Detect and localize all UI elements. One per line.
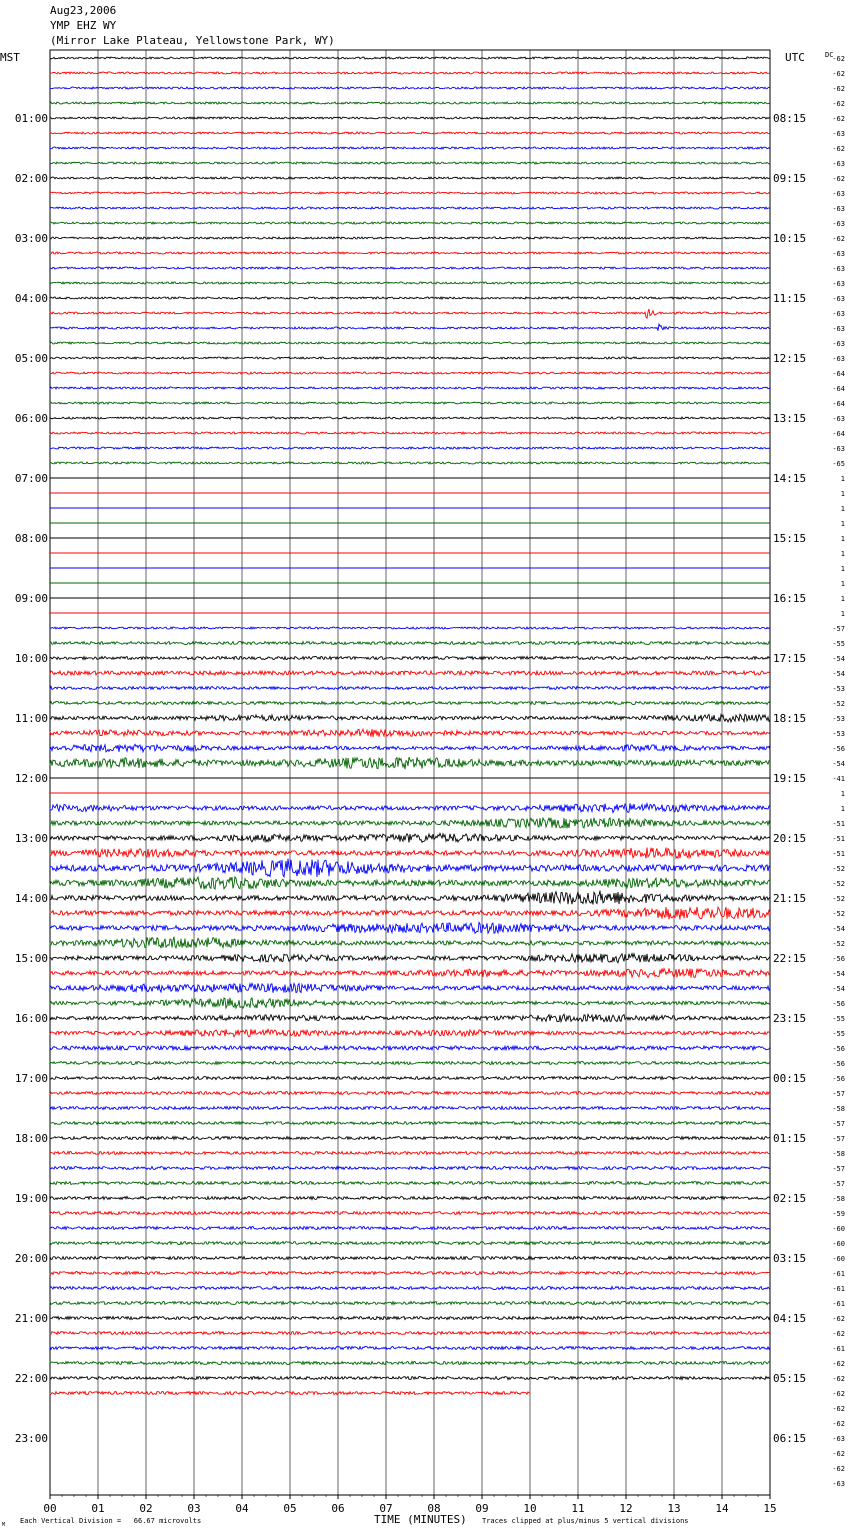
mst-hour-label: 16:00 bbox=[14, 1012, 48, 1025]
dc-offset-label: -52 bbox=[832, 910, 845, 918]
utc-hour-label: 19:15 bbox=[773, 772, 807, 785]
dc-offset-label: 1 bbox=[840, 505, 845, 513]
mst-hour-label: 22:00 bbox=[14, 1372, 48, 1385]
dc-offset-label: -54 bbox=[832, 670, 845, 678]
corner-mark: M bbox=[2, 1522, 6, 1528]
seismogram-trace bbox=[50, 954, 770, 963]
dc-offset-label: -61 bbox=[832, 1285, 845, 1293]
dc-offset-label: -55 bbox=[832, 1015, 845, 1023]
seismogram-trace bbox=[50, 627, 770, 629]
x-tick-label: 12 bbox=[619, 1502, 633, 1515]
dc-offset-label: -62 bbox=[832, 145, 845, 153]
dc-offset-label: -56 bbox=[832, 1060, 845, 1068]
dc-offset-label: -57 bbox=[832, 1120, 845, 1128]
dc-offset-label: -56 bbox=[832, 1045, 845, 1053]
dc-offset-label: -56 bbox=[832, 955, 845, 963]
seismogram-trace bbox=[50, 907, 770, 920]
seismogram-trace bbox=[50, 147, 770, 149]
seismogram-trace bbox=[50, 1029, 770, 1037]
seismogram-trace bbox=[50, 1092, 770, 1095]
seismogram-trace bbox=[50, 1014, 770, 1022]
utc-hour-label: 21:15 bbox=[773, 892, 807, 905]
seismogram-trace bbox=[50, 1272, 770, 1275]
seismogram-trace bbox=[50, 102, 770, 104]
x-tick-label: 13 bbox=[667, 1502, 681, 1515]
x-tick-label: 02 bbox=[139, 1502, 153, 1515]
mst-hour-label: 06:00 bbox=[14, 412, 48, 425]
dc-offset-label: -61 bbox=[832, 1270, 845, 1278]
seismogram-trace bbox=[50, 729, 770, 737]
dc-offset-label: -54 bbox=[832, 760, 845, 768]
utc-hour-label: 20:15 bbox=[773, 832, 807, 845]
seismogram-trace bbox=[50, 132, 770, 134]
dc-offset-label: -63 bbox=[832, 160, 845, 168]
mst-hour-label: 04:00 bbox=[14, 292, 48, 305]
clip-note: Traces clipped at plus/minus 5 vertical divisions bbox=[482, 1517, 689, 1525]
seismogram-trace bbox=[50, 877, 770, 889]
dc-offset-label: -51 bbox=[832, 835, 845, 843]
seismogram-trace bbox=[50, 1317, 770, 1320]
seismogram-trace bbox=[50, 891, 770, 905]
seismogram-trace bbox=[50, 342, 770, 344]
seismogram-trace bbox=[50, 671, 770, 675]
seismogram-trace bbox=[50, 222, 770, 224]
dc-offset-label: 1 bbox=[840, 535, 845, 543]
dc-offset-label: -53 bbox=[832, 685, 845, 693]
seismogram-trace bbox=[50, 324, 770, 331]
dc-offset-label: -56 bbox=[832, 1000, 845, 1008]
dc-offset-label: -52 bbox=[832, 895, 845, 903]
dc-offset-label: -54 bbox=[832, 655, 845, 663]
seismogram-trace bbox=[50, 387, 770, 389]
seismogram-trace bbox=[50, 922, 770, 933]
mst-hour-label: 10:00 bbox=[14, 652, 48, 665]
seismogram-trace bbox=[50, 1347, 770, 1350]
dc-offset-label: -56 bbox=[832, 745, 845, 753]
dc-offset-label: -41 bbox=[832, 775, 845, 783]
x-tick-label: 15 bbox=[763, 1502, 777, 1515]
dc-offset-label: -63 bbox=[832, 265, 845, 273]
dc-offset-label: -61 bbox=[832, 1300, 845, 1308]
dc-offset-label: -52 bbox=[832, 865, 845, 873]
mst-hour-label: 23:00 bbox=[14, 1432, 48, 1445]
dc-offset-label: 1 bbox=[840, 790, 845, 798]
seismogram-trace bbox=[50, 1046, 770, 1050]
seismogram-trace bbox=[50, 757, 770, 769]
seismogram-trace bbox=[50, 252, 770, 254]
dc-offset-label: -57 bbox=[832, 625, 845, 633]
dc-offset-label: -63 bbox=[832, 310, 845, 318]
seismogram-trace bbox=[50, 282, 770, 284]
seismogram-trace bbox=[50, 968, 770, 977]
x-tick-label: 00 bbox=[43, 1502, 57, 1515]
seismogram-trace bbox=[50, 1062, 770, 1065]
x-tick-label: 01 bbox=[91, 1502, 105, 1515]
mst-hour-label: 11:00 bbox=[14, 712, 48, 725]
dc-offset-label: -59 bbox=[832, 1210, 845, 1218]
x-axis-title: TIME (MINUTES) bbox=[374, 1513, 467, 1526]
seismogram-trace bbox=[50, 1362, 770, 1365]
utc-hour-label: 22:15 bbox=[773, 952, 807, 965]
dc-offset-label: -52 bbox=[832, 880, 845, 888]
utc-hour-label: 00:15 bbox=[773, 1072, 807, 1085]
utc-hour-label: 09:15 bbox=[773, 172, 807, 185]
dc-offset-label: -64 bbox=[832, 370, 845, 378]
dc-offset-label: -62 bbox=[832, 85, 845, 93]
seismogram-trace bbox=[50, 1242, 770, 1245]
mst-hour-label: 03:00 bbox=[14, 232, 48, 245]
seismogram-trace bbox=[50, 937, 770, 948]
seismogram-trace bbox=[50, 702, 770, 705]
seismogram-trace bbox=[50, 1287, 770, 1290]
utc-hour-label: 12:15 bbox=[773, 352, 807, 365]
seismogram-trace bbox=[50, 1302, 770, 1305]
x-tick-label: 08 bbox=[427, 1502, 441, 1515]
dc-offset-label: -63 bbox=[832, 250, 845, 258]
seismogram-trace bbox=[50, 1137, 770, 1140]
seismogram-trace bbox=[50, 803, 770, 812]
dc-offset-label: -62 bbox=[832, 235, 845, 243]
x-tick-label: 06 bbox=[331, 1502, 345, 1515]
utc-hour-label: 01:15 bbox=[773, 1132, 807, 1145]
dc-offset-label: -53 bbox=[832, 730, 845, 738]
dc-offset-label: -54 bbox=[832, 925, 845, 933]
mst-hour-label: 13:00 bbox=[14, 832, 48, 845]
mst-hour-label: 21:00 bbox=[14, 1312, 48, 1325]
dc-offset-label: -51 bbox=[832, 820, 845, 828]
seismogram-trace bbox=[50, 162, 770, 164]
x-tick-label: 11 bbox=[571, 1502, 585, 1515]
dc-offset-label: -62 bbox=[832, 1360, 845, 1368]
dc-offset-label: -64 bbox=[832, 430, 845, 438]
utc-hour-label: 03:15 bbox=[773, 1252, 807, 1265]
dc-offset-label: -62 bbox=[832, 1450, 845, 1458]
seismogram-trace bbox=[50, 1107, 770, 1110]
dc-offset-label: -58 bbox=[832, 1195, 845, 1203]
dc-offset-label: -63 bbox=[832, 340, 845, 348]
seismogram-trace bbox=[50, 87, 770, 89]
dc-offset-label: -53 bbox=[832, 715, 845, 723]
seismogram-trace bbox=[50, 117, 770, 119]
dc-offset-label: 1 bbox=[840, 550, 845, 558]
left-axis-title: MST bbox=[0, 51, 20, 64]
seismogram-trace bbox=[50, 447, 770, 449]
dc-offset-label: -64 bbox=[832, 385, 845, 393]
dc-offset-label: -62 bbox=[832, 1315, 845, 1323]
seismogram-trace bbox=[50, 207, 770, 209]
mst-hour-label: 19:00 bbox=[14, 1192, 48, 1205]
utc-hour-label: 05:15 bbox=[773, 1372, 807, 1385]
mst-hour-label: 20:00 bbox=[14, 1252, 48, 1265]
dc-offset-label: -62 bbox=[832, 1390, 845, 1398]
dc-offset-label: -62 bbox=[832, 1375, 845, 1383]
seismogram-trace bbox=[50, 714, 770, 722]
seismogram-trace bbox=[50, 983, 770, 992]
dc-offset-label: -57 bbox=[832, 1090, 845, 1098]
utc-hour-label: 06:15 bbox=[773, 1432, 807, 1445]
seismogram-trace bbox=[50, 267, 770, 269]
dc-offset-label: -60 bbox=[832, 1240, 845, 1248]
dc-offset-label: -55 bbox=[832, 640, 845, 648]
x-tick-label: 03 bbox=[187, 1502, 201, 1515]
mst-hour-label: 14:00 bbox=[14, 892, 48, 905]
dc-offset-label: -62 bbox=[832, 175, 845, 183]
dc-offset-label: -56 bbox=[832, 1075, 845, 1083]
dc-offset-label: -60 bbox=[832, 1255, 845, 1263]
utc-hour-label: 16:15 bbox=[773, 592, 807, 605]
seismogram-trace bbox=[50, 1212, 770, 1215]
mst-hour-label: 17:00 bbox=[14, 1072, 48, 1085]
dc-offset-label: -63 bbox=[832, 190, 845, 198]
seismogram-trace bbox=[50, 833, 770, 842]
utc-hour-label: 04:15 bbox=[773, 1312, 807, 1325]
dc-offset-label: -52 bbox=[832, 700, 845, 708]
utc-hour-label: 18:15 bbox=[773, 712, 807, 725]
dc-offset-label: -62 bbox=[832, 1330, 845, 1338]
utc-hour-label: 14:15 bbox=[773, 472, 807, 485]
axis-labels bbox=[0, 51, 845, 1528]
dc-offset-label: -63 bbox=[832, 415, 845, 423]
mst-hour-label: 12:00 bbox=[14, 772, 48, 785]
utc-hour-label: 08:15 bbox=[773, 112, 807, 125]
mst-hour-label: 01:00 bbox=[14, 112, 48, 125]
seismogram-trace bbox=[50, 642, 770, 645]
seismogram-trace bbox=[50, 1077, 770, 1080]
seismogram-trace bbox=[50, 357, 770, 359]
dc-offset-label: -62 bbox=[832, 55, 845, 63]
seismogram-trace bbox=[50, 309, 770, 318]
seismogram-trace bbox=[50, 372, 770, 374]
mst-hour-label: 08:00 bbox=[14, 532, 48, 545]
mst-hour-label: 05:00 bbox=[14, 352, 48, 365]
seismogram-trace bbox=[50, 1227, 770, 1230]
mst-hour-label: 07:00 bbox=[14, 472, 48, 485]
seismogram-trace bbox=[50, 744, 770, 752]
dc-offset-label: 1 bbox=[840, 595, 845, 603]
dc-offset-label: -57 bbox=[832, 1165, 845, 1173]
seismogram-trace bbox=[50, 1152, 770, 1155]
x-tick-label: 14 bbox=[715, 1502, 729, 1515]
x-tick-label: 05 bbox=[283, 1502, 297, 1515]
utc-hour-label: 17:15 bbox=[773, 652, 807, 665]
right-axis-title: UTC bbox=[785, 51, 805, 64]
dc-offset-label: -52 bbox=[832, 940, 845, 948]
seismogram-trace bbox=[50, 1377, 770, 1380]
seismogram-trace bbox=[50, 432, 770, 434]
dc-offset-label: -63 bbox=[832, 1480, 845, 1488]
utc-hour-label: 13:15 bbox=[773, 412, 807, 425]
dc-offset-label: -54 bbox=[832, 985, 845, 993]
seismogram-trace bbox=[50, 818, 770, 829]
seismogram-trace bbox=[50, 177, 770, 179]
seismogram-trace bbox=[50, 1332, 770, 1335]
dc-offset-label: -54 bbox=[832, 970, 845, 978]
dc-offset-label: 1 bbox=[840, 520, 845, 528]
seismogram-trace bbox=[50, 237, 770, 239]
seismogram-trace bbox=[50, 848, 770, 859]
chart-date: Aug23,2006 bbox=[50, 4, 117, 17]
dc-offset-label: -61 bbox=[832, 1345, 845, 1353]
seismogram-trace bbox=[50, 1122, 770, 1125]
dc-offset-label: -62 bbox=[832, 1420, 845, 1428]
seismogram-trace bbox=[50, 657, 770, 660]
x-tick-label: 04 bbox=[235, 1502, 249, 1515]
dc-offset-label: -63 bbox=[832, 445, 845, 453]
dc-offset-label: -63 bbox=[832, 295, 845, 303]
dc-offset-label: 1 bbox=[840, 805, 845, 813]
dc-offset-label: -62 bbox=[832, 115, 845, 123]
seismogram-trace bbox=[50, 687, 770, 690]
dc-offset-label: -62 bbox=[832, 70, 845, 78]
mst-hour-label: 15:00 bbox=[14, 952, 48, 965]
utc-hour-label: 11:15 bbox=[773, 292, 807, 305]
dc-offset-label: 1 bbox=[840, 490, 845, 498]
dc-offset-label: 1 bbox=[840, 580, 845, 588]
dc-label: DC bbox=[825, 51, 834, 59]
dc-offset-label: -57 bbox=[832, 1180, 845, 1188]
x-tick-label: 09 bbox=[475, 1502, 489, 1515]
dc-offset-label: -60 bbox=[832, 1225, 845, 1233]
dc-offset-label: -58 bbox=[832, 1105, 845, 1113]
seismogram-trace bbox=[50, 402, 770, 404]
dc-offset-label: -63 bbox=[832, 220, 845, 228]
seismogram-trace bbox=[50, 462, 770, 464]
mst-hour-label: 02:00 bbox=[14, 172, 48, 185]
seismogram-trace bbox=[50, 859, 770, 877]
station-code: YMP EHZ WY bbox=[50, 19, 117, 32]
dc-offset-label: -63 bbox=[832, 1435, 845, 1443]
seismogram-trace bbox=[50, 72, 770, 74]
dc-offset-label: -63 bbox=[832, 280, 845, 288]
dc-offset-label: -63 bbox=[832, 205, 845, 213]
dc-offset-label: 1 bbox=[840, 565, 845, 573]
utc-hour-label: 10:15 bbox=[773, 232, 807, 245]
dc-offset-label: -55 bbox=[832, 1030, 845, 1038]
mst-hour-label: 18:00 bbox=[14, 1132, 48, 1145]
dc-offset-label: 1 bbox=[840, 610, 845, 618]
dc-offset-label: -63 bbox=[832, 355, 845, 363]
seismogram-trace bbox=[50, 1197, 770, 1200]
seismogram-trace bbox=[50, 57, 770, 59]
x-tick-label: 07 bbox=[379, 1502, 393, 1515]
mst-hour-label: 09:00 bbox=[14, 592, 48, 605]
utc-hour-label: 23:15 bbox=[773, 1012, 807, 1025]
dc-offset-label: -63 bbox=[832, 130, 845, 138]
seismogram-trace bbox=[50, 1182, 770, 1185]
dc-offset-label: 1 bbox=[840, 475, 845, 483]
seismogram-trace bbox=[50, 1167, 770, 1170]
plot-frame bbox=[50, 50, 770, 1495]
station-location: (Mirror Lake Plateau, Yellowstone Park, WY) bbox=[50, 34, 335, 47]
dc-offset-label: -65 bbox=[832, 460, 845, 468]
dc-offset-label: -62 bbox=[832, 1405, 845, 1413]
dc-offset-label: -64 bbox=[832, 400, 845, 408]
seismogram-trace bbox=[50, 192, 770, 194]
utc-hour-label: 02:15 bbox=[773, 1192, 807, 1205]
dc-offset-label: -62 bbox=[832, 100, 845, 108]
seismogram-traces bbox=[50, 57, 770, 1395]
seismogram-trace bbox=[50, 998, 770, 1008]
utc-hour-label: 15:15 bbox=[773, 532, 807, 545]
dc-offset-label: -58 bbox=[832, 1150, 845, 1158]
seismogram-trace bbox=[50, 297, 770, 299]
x-tick-label: 10 bbox=[523, 1502, 537, 1515]
dc-offset-label: -62 bbox=[832, 1465, 845, 1473]
dc-offset-label: -63 bbox=[832, 325, 845, 333]
dc-offset-label: -51 bbox=[832, 850, 845, 858]
scale-note: Each Vertical Division = 66.67 microvolts bbox=[20, 1517, 202, 1525]
dc-offset-label: -57 bbox=[832, 1135, 845, 1143]
seismogram-trace bbox=[50, 417, 770, 419]
seismogram-trace bbox=[50, 1257, 770, 1260]
